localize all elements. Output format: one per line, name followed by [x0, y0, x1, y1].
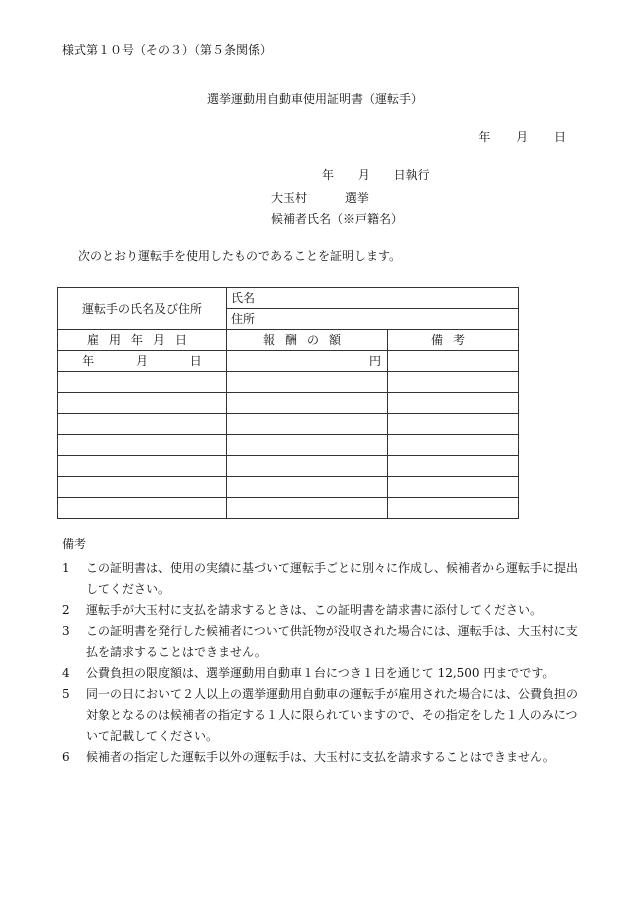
document-title: 選挙運動用自動車使用証明書（運転手）: [206, 92, 423, 106]
hire-date-cell[interactable]: [58, 372, 227, 393]
table-row: [58, 372, 519, 393]
candidate-name-label: 候補者氏名（※戸籍名）: [271, 212, 404, 226]
table-row: [58, 477, 519, 498]
remarks-header: 備考: [388, 330, 519, 351]
remarks-cell[interactable]: [388, 477, 519, 498]
table-row: [58, 498, 519, 519]
note-number: 5: [62, 687, 70, 701]
note-text: 公費負担の限度額は、選挙運動用自動車１台につき１日を通じて 12,500 円までです。: [86, 666, 555, 680]
table-row: [58, 351, 519, 372]
table-row: [58, 435, 519, 456]
village-election-name: 大玉村 選挙: [271, 191, 369, 205]
note-number: 1: [62, 561, 70, 575]
driver-info-label: 運転手の氏名及び住所: [58, 288, 227, 330]
remarks-cell[interactable]: [388, 372, 519, 393]
table-row: [58, 414, 519, 435]
hire-date-cell[interactable]: [58, 414, 227, 435]
driver-name-field[interactable]: [227, 288, 519, 309]
amount-cell[interactable]: [227, 372, 388, 393]
election-execution-date: 年 月 日執行: [322, 168, 430, 182]
remarks-cell[interactable]: [388, 498, 519, 519]
hire-date-cell[interactable]: 年 月 日: [58, 351, 227, 372]
amount-cell[interactable]: [227, 393, 388, 414]
remarks-cell[interactable]: [388, 414, 519, 435]
hire-date-cell[interactable]: [58, 498, 227, 519]
remarks-cell[interactable]: [388, 393, 519, 414]
amount-header: 報酬の額: [227, 330, 388, 351]
table-header-row: [58, 330, 519, 351]
note-item-6: [62, 747, 582, 768]
table-row: [58, 456, 519, 477]
driver-address-field[interactable]: [227, 309, 519, 330]
driver-name-row: [58, 288, 519, 309]
name-label: 氏名: [231, 291, 256, 305]
note-item-2: [62, 600, 582, 621]
note-text: 候補者の指定した運転手以外の運転手は、大玉村に支払を請求することはできません。: [86, 750, 555, 764]
hire-date-cell[interactable]: [58, 393, 227, 414]
table-row: [58, 393, 519, 414]
certification-statement: 次のとおり運転手を使用したものであることを証明します。: [78, 249, 402, 263]
note-text: 運転手が大玉村に支払を請求するときは、この証明書を請求書に添付してください。: [86, 603, 543, 617]
note-text: この証明書は、使用の実績に基づいて運転手ごとに別々に作成し、候補者から運転手に提出してください。: [86, 561, 579, 596]
note-number: 6: [62, 750, 70, 764]
notes-heading: 備考: [62, 537, 87, 551]
note-item-5: [62, 684, 582, 747]
note-item-4: [62, 663, 582, 684]
amount-cell[interactable]: [227, 414, 388, 435]
note-number: 3: [62, 624, 70, 638]
hire-date-header: 雇用年月日: [58, 330, 227, 351]
hire-date-cell[interactable]: [58, 435, 227, 456]
note-item-1: [62, 558, 582, 600]
hire-date-cell[interactable]: [58, 477, 227, 498]
amount-cell[interactable]: [227, 477, 388, 498]
amount-cell[interactable]: [227, 456, 388, 477]
remarks-cell[interactable]: [388, 351, 519, 372]
hire-date-cell[interactable]: [58, 456, 227, 477]
remarks-cell[interactable]: [388, 435, 519, 456]
driver-usage-table: [57, 287, 519, 519]
note-text: 同一の日において２人以上の選挙運動用自動車の運転手が雇用された場合には、公費負担の対象となるのは候補者の指定する１人に限られていますので、その指定をした１人のみについて記載してください。: [86, 687, 579, 743]
amount-cell[interactable]: 円: [227, 351, 388, 372]
amount-cell[interactable]: [227, 498, 388, 519]
note-number: 2: [62, 603, 70, 617]
remarks-cell[interactable]: [388, 456, 519, 477]
note-number: 4: [62, 666, 70, 680]
address-label: 住所: [231, 312, 256, 326]
note-item-3: [62, 621, 582, 663]
form-number-label: 様式第１０号（その３）（第５条関係）: [62, 43, 273, 57]
document-date-line: 年 月 日: [478, 130, 566, 144]
note-text: この証明書を発行した候補者について供託物が没収された場合には、運転手は、大玉村に支払を請求することはできません。: [86, 624, 578, 659]
notes-section: [62, 538, 582, 768]
amount-cell[interactable]: [227, 435, 388, 456]
